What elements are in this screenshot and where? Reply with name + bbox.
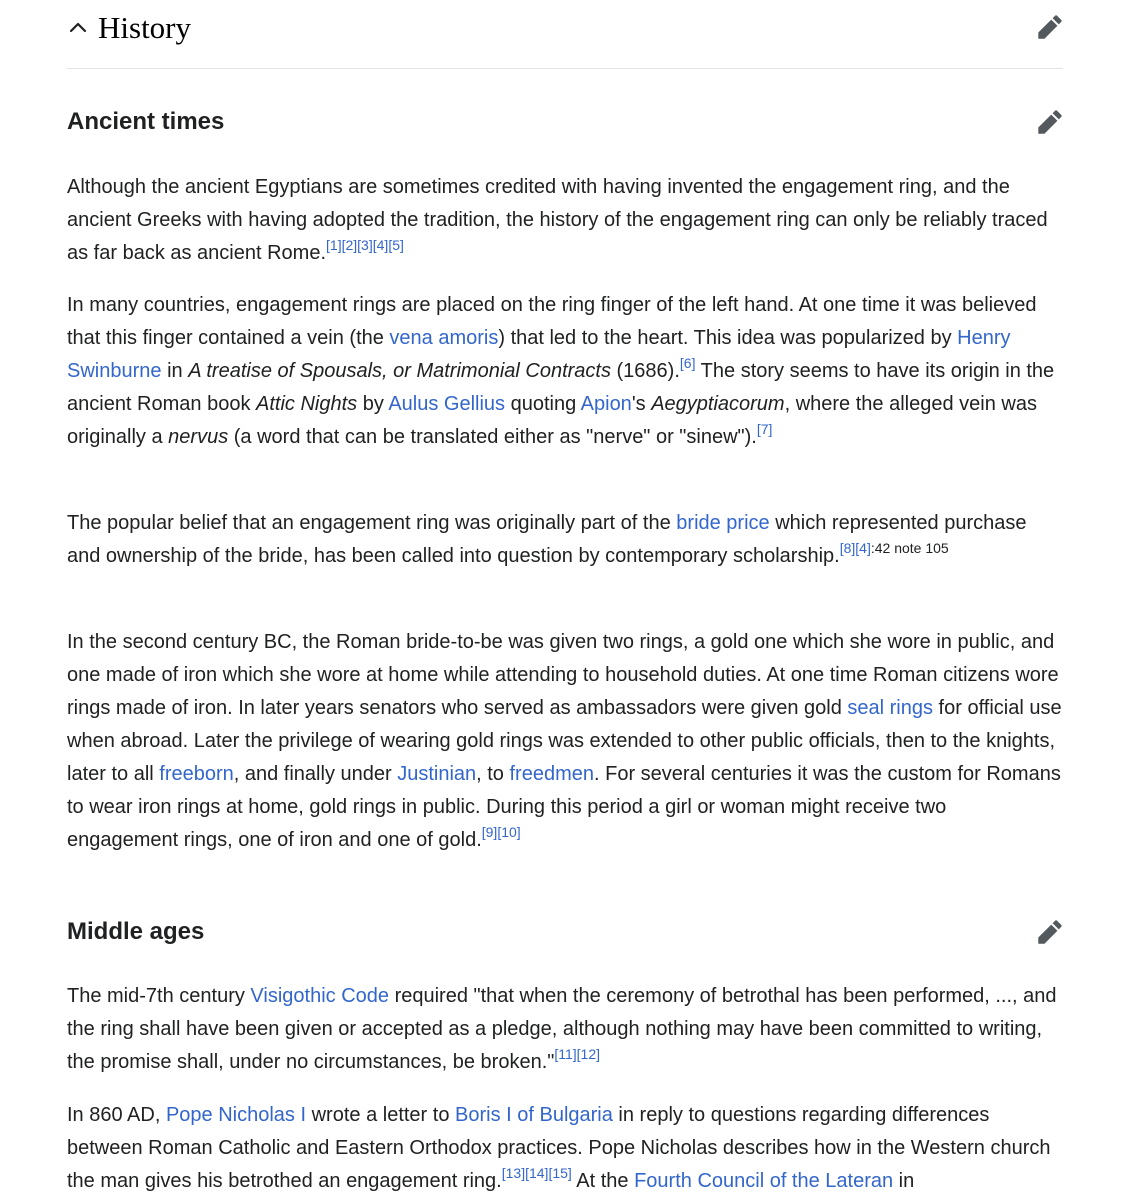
citation-link[interactable]: [4] [855,540,871,556]
paragraph: In the second century BC, the Roman bride-to-be was given two rings, a gold one which she wore in public, and one made of iron which she wore at home while attending to household duties. At one time Roman citizens wore rings made of iron. In later years senators who served as ambassadors were given gold seal rings for official use when abroad. Later the privilege of wearing gold rings was extended to other public officials, then to the knights, later to all freeborn, and finally under Justinian, to freedmen. For several centuries it was the custom for Romans to wear iron rings at home, gold rings in public. During this period a girl or woman might receive two engagement rings, one of iron and one of gold.[9][10] [67,631,1062,851]
link-freeborn[interactable]: freeborn [159,763,234,785]
link-visigothic-code[interactable]: Visigothic Code [250,985,390,1007]
paragraph: In 860 AD, Pope Nicholas I wrote a letter to Boris I of Bulgaria in reply to questions regarding differences between Roman Catholic and Eastern Orthodox practices. Pope Nicholas describes how in the Western church the man gives his betrothed an engagement ring.[13][14][15] At the Fourth Council of the Lateran in [67,1104,1051,1192]
article-content [67,0,1063,1192]
chevron-up-icon[interactable] [67,18,89,40]
citation-link[interactable]: [7] [756,421,773,437]
pencil-icon [1037,109,1063,135]
pencil-icon [1037,14,1063,40]
subsection-title: Ancient times [67,108,225,135]
link-fourth-council-of-the-lateran[interactable]: Fourth Council of the Lateran [634,1170,894,1192]
pencil-icon [1037,919,1063,945]
link-apion[interactable]: Apion [580,393,632,415]
paragraph: Although the ancient Egyptians are sometimes credited with having invented the engagement ring, and the ancient Greeks with having adopted the tradition, the history of the engagement ring can only be reliably traced as far back as ancient Rome.[1][2][3][4][5] [67,176,1048,264]
citation-link[interactable]: [4] [372,237,389,253]
citation-link[interactable]: [3] [357,237,373,253]
link-justinian[interactable]: Justinian [397,763,477,785]
citation-link[interactable]: [9] [481,824,498,840]
page-note: :42 note 105 [870,540,949,556]
citation-link[interactable]: [14] [525,1165,549,1181]
edit-subsection-button[interactable] [1037,919,1063,945]
paragraph: The mid-7th century Visigothic Code required "that when the ceremony of betrothal has been performed, ..., and the ring shall have been given or accepted as a pledge, although nothing may have been committed to writing, the promise shall, under no circumstances, be broken."[11][12] [67,985,1057,1073]
subsection-header-ancient-times [67,102,1063,142]
link-henry-swinburne[interactable]: Henry Swinburne [67,327,1011,382]
paragraph: The popular belief that an engagement ring was originally part of the bride price which represented purchase and ownership of the bride, has been called into question by contemporary scholarship.$^{[8][4]:42 note 105}$ [67,512,1027,567]
citation-link[interactable]: [10] [497,824,521,840]
citation-link[interactable]: [5] [388,237,404,253]
citation-link[interactable]: [15] [548,1165,572,1181]
link-pope-nicholas-i[interactable]: Pope Nicholas I [165,1104,307,1126]
citation-link[interactable]: [2] [341,237,358,253]
edit-subsection-button[interactable] [1037,109,1063,135]
link-boris-i-of-bulgaria[interactable]: Boris I of Bulgaria [455,1104,613,1126]
link-aulus-gellius[interactable]: Aulus Gellius [388,393,506,415]
citation-link[interactable]: [12] [576,1046,601,1062]
subsection-header-middle-ages [67,912,1063,952]
link-vena-amoris[interactable]: vena amoris [389,327,499,349]
paragraph: In many countries, engagement rings are placed on the ring finger of the left hand. At one time it was believed that this finger contained a vein (the vena amoris) that led to the heart. This idea was popularized by Henry Swinburne in A treatise of Spousals, or Matrimonial Contracts (1686).[6] The story seems to have its origin in the ancient Roman book Attic Nights by Aulus Gellius quoting Apion's Aegyptiacorum, where the alleged vein was originally a nervus (a word that can be translated either as "nerve" or "sinew").[7] [67,294,1055,448]
section-header-history[interactable] [67,0,1063,69]
citation-link[interactable]: [8] [839,540,856,556]
link-freedmen[interactable]: freedmen [509,763,594,785]
edit-section-button[interactable] [1037,14,1063,40]
citation-link[interactable]: [1] [326,237,342,253]
citation-link[interactable]: [13] [501,1165,526,1181]
section-title: History [98,10,191,45]
subsection-title: Middle ages [67,918,205,945]
link-bride-price[interactable]: bride price [676,512,770,534]
citation-link[interactable]: [6] [679,355,696,371]
citation-link[interactable]: [11] [554,1046,577,1062]
link-seal-rings[interactable]: seal rings [847,697,933,719]
